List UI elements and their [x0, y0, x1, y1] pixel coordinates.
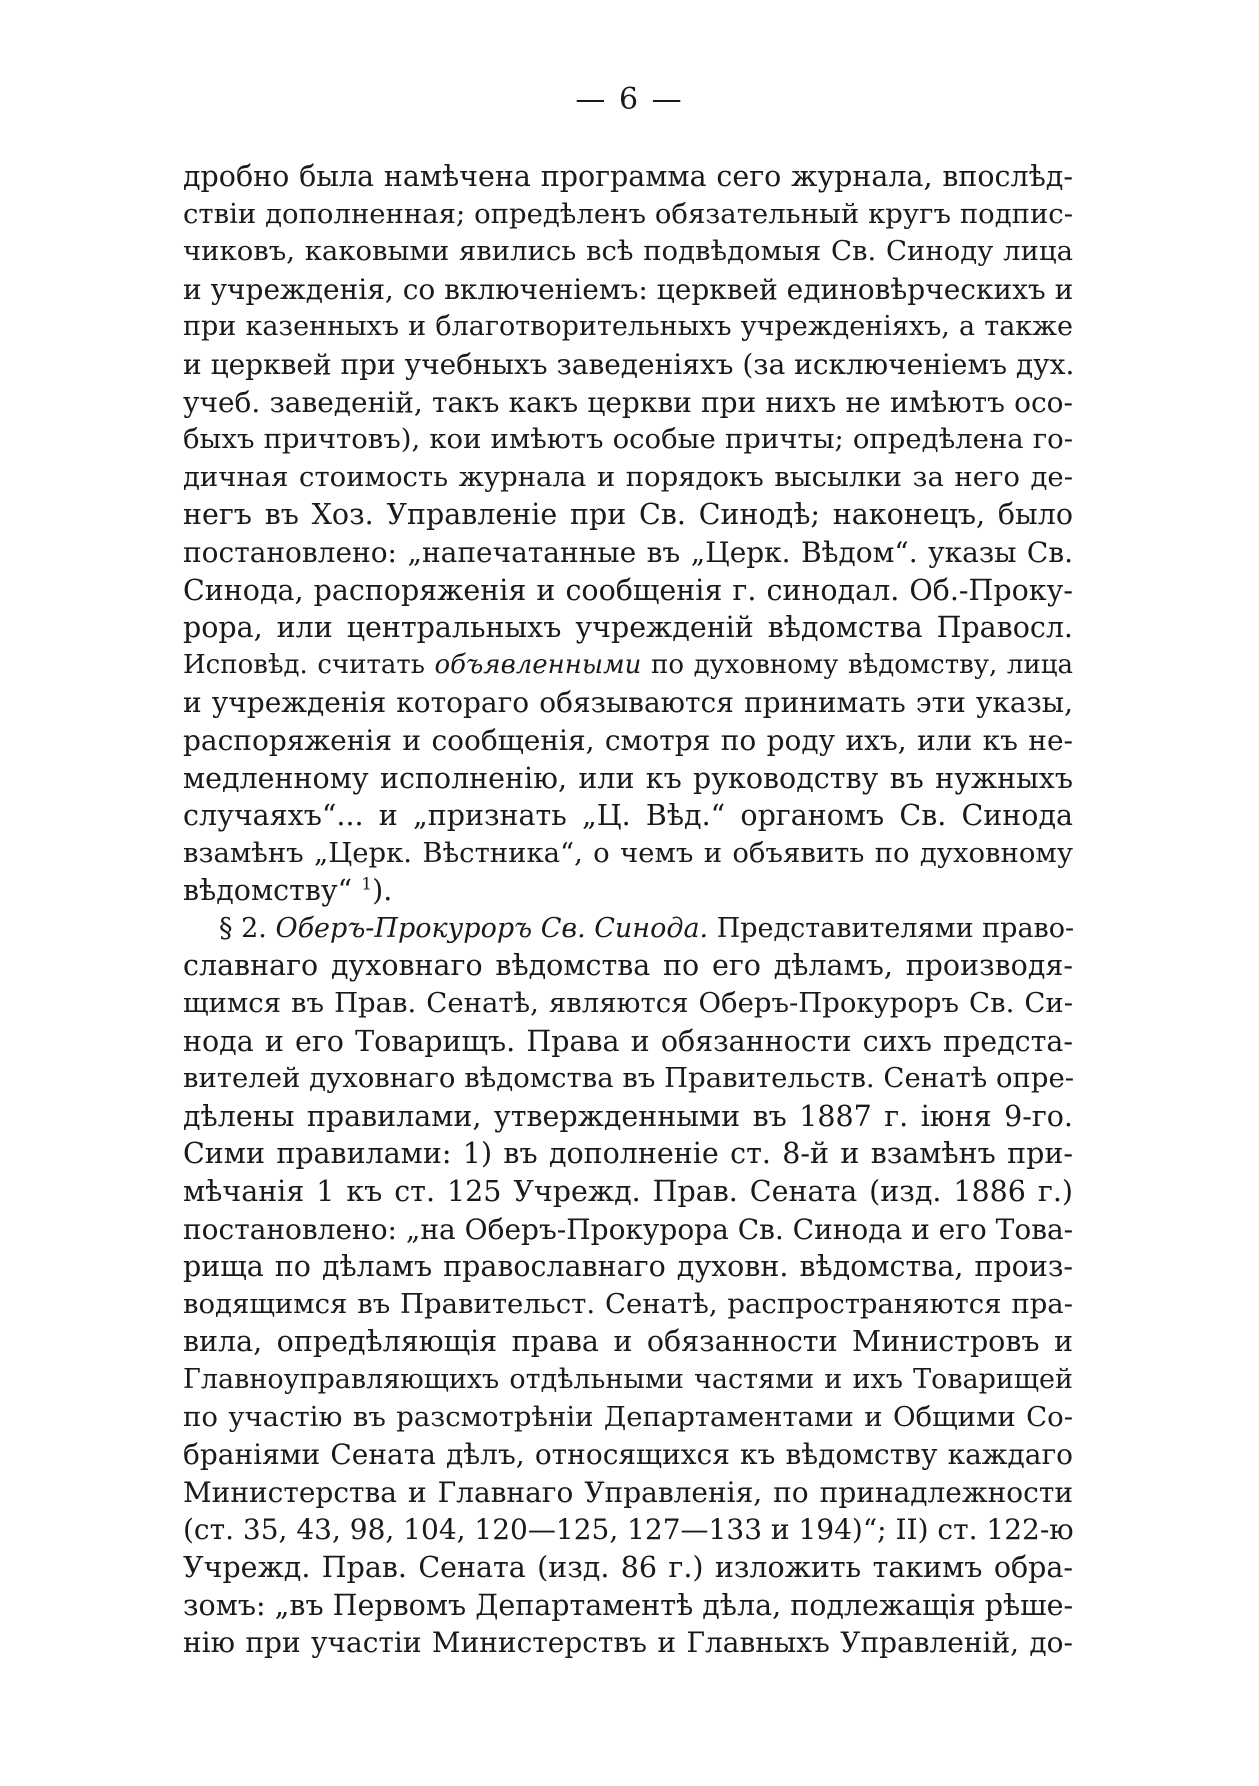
- text-line: быхъ причтовъ), кои имѣютъ особые причты; опредѣлена го-: [183, 423, 1073, 456]
- text-line: Сими правилами: 1) въ дополненіе ст. 8-й и взамѣнъ при-: [183, 1137, 1073, 1171]
- text-line: нода и его Товарищъ. Права и обязанности сихъ предста-: [183, 1024, 1073, 1058]
- text-line: ствіи дополненная; опредѣленъ обязательный кругъ подпис-: [183, 197, 1073, 230]
- text-line: славнаго духовнаго вѣдомства по его дѣламъ, производя-: [183, 949, 1073, 983]
- text-line: рора, или центральныхъ учрежденій вѣдомства Правосл.: [183, 611, 1073, 645]
- text-line: постановлено: „напечатанные въ „Церк. Вѣдом“. указы Св.: [183, 535, 1073, 569]
- text-line: вителей духовнаго вѣдомства въ Правительств. Сенатѣ опре-: [183, 1062, 1075, 1095]
- page-number: — 6 —: [575, 82, 684, 117]
- text-line: Министерства и Главнаго Управленія, по принадлежности: [183, 1475, 1073, 1509]
- text-line: щимся въ Прав. Сенатѣ, являются Оберъ-Прокуроръ Св. Си-: [183, 987, 1073, 1020]
- text-line: взамѣнъ „Церк. Вѣстника“, о чемъ и объявить по духовному: [183, 836, 1073, 869]
- text-run: ).: [372, 874, 393, 908]
- text-line: при казенныхъ и благотворительныхъ учрежденіяхъ, а также: [183, 311, 1073, 343]
- text-line: Синода, распоряженія и сообщенія г. синодал. Об.-Проку-: [183, 573, 1073, 607]
- text-line: [183, 647, 1073, 685]
- text-line: по участію въ разсмотрѣніи Департаментами и Общими Со-: [183, 1400, 1073, 1433]
- text-line: дѣлены правилами, утвержденными въ 1887 г. іюня 9-го.: [183, 1099, 1073, 1133]
- section-heading-line: [183, 910, 1073, 948]
- text-line: браніями Сената дѣлъ, относящихся къ вѣдомству каждаго: [183, 1438, 1073, 1472]
- section-title: Оберъ-Прокуроръ Св. Синода.: [275, 912, 709, 944]
- text-line: нію при участіи Министерствъ и Главныхъ Управленій, до-: [183, 1626, 1073, 1660]
- text-line: Учрежд. Прав. Сената (изд. 86 г.) изложить такимъ обра-: [183, 1550, 1073, 1584]
- text-line: случаяхъ“... и „признать „Ц. Вѣд.“ органомъ Св. Синода: [183, 799, 1073, 833]
- text-line: рища по дѣламъ православнаго духовн. вѣдомства, произ-: [183, 1250, 1073, 1284]
- text-line: водящимся въ Правительст. Сенатѣ, распространяются пра-: [183, 1287, 1073, 1320]
- text-line: зомъ: „въ Первомъ Департаментѣ дѣла, подлежащія рѣше-: [183, 1588, 1074, 1622]
- text-run: по духовному вѣдомству, лица: [641, 649, 1073, 680]
- footnote-marker: 1: [361, 874, 373, 895]
- text-line: дробно была намѣчена программа сего журнала, впослѣд-: [183, 160, 1073, 193]
- text-run: вѣдомству“: [183, 874, 362, 908]
- text-line: постановлено: „на Оберъ-Прокурора Св. Синода и его Това-: [183, 1212, 1074, 1246]
- text-line: и церквей при учебныхъ заведеніяхъ (за исключеніемъ дух.: [183, 347, 1075, 381]
- text-line: [183, 872, 1073, 910]
- text-line: и учрежденія котораго обязываются принимать эти указы,: [183, 686, 1073, 720]
- text-run: Исповѣд. считать: [183, 649, 435, 680]
- text-line: Главноуправляющихъ отдѣльными частями и ихъ Товарищей: [183, 1364, 1073, 1395]
- text-line: мѣчанія 1 къ ст. 125 Учрежд. Прав. Сената (изд. 1886 г.): [183, 1175, 1073, 1209]
- italic-term: объявленными: [434, 649, 642, 680]
- text-line: (ст. 35, 43, 98, 104, 120—125, 127—133 и 194)“; II) ст. 122-ю: [183, 1513, 1074, 1547]
- text-line: и учрежденія, со включеніемъ: церквей единовѣрческихъ и: [183, 272, 1074, 306]
- text-line: негъ въ Хоз. Управленіе при Св. Синодѣ; наконецъ, было: [183, 498, 1073, 532]
- body-text: [183, 158, 1073, 1662]
- text-line: учеб. заведеній, такъ какъ церкви при нихъ не имѣютъ осо-: [183, 385, 1073, 419]
- text-line: медленному исполненію, или къ руководству въ нужныхъ: [183, 761, 1073, 795]
- text-line: распоряженія и сообщенія, смотря по роду ихъ, или къ не-: [183, 723, 1073, 757]
- text-run: Представителями право-: [708, 912, 1075, 944]
- text-line: чиковъ, каковыми явились всѣ подвѣдомыя Св. Синоду лица: [183, 235, 1073, 268]
- text-line: вила, опредѣляющія права и обязанности Министровъ и: [183, 1325, 1073, 1359]
- section-number: § 2.: [219, 912, 276, 944]
- text-line: дичная стоимость журнала и порядокъ высылки за него де-: [183, 460, 1073, 493]
